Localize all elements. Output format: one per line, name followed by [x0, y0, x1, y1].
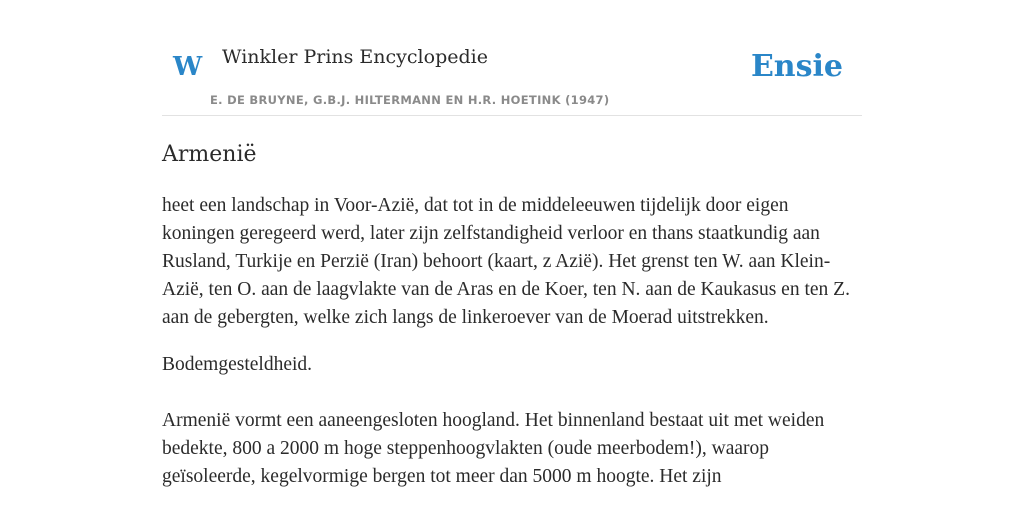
article-paragraph-bodem: Armenië vormt een aaneengesloten hoogland. Het binnenland bestaat uit met weiden bedekte, 800 a 2000 m hoge steppenhoogvlakten (oude meerbodem!), waarop geïsoleerde, kegelvormige bergen tot meer dan 5000 m hoogte. Het zijn	[162, 410, 825, 487]
article-title: Armenië	[162, 142, 257, 167]
encyclopedia-logo-icon[interactable]: W	[173, 52, 203, 82]
section-heading-bodemgesteldheid: Bodemgesteldheid.	[162, 354, 313, 375]
publication-authors: E. DE BRUYNE, G.B.J. HILTERMANN EN H.R. HOETINK (1947)	[210, 93, 610, 107]
article-body	[162, 136, 862, 491]
publication-title[interactable]: Winkler Prins Encyclopedie	[222, 46, 488, 68]
ensie-logo-link[interactable]: Ensie	[750, 49, 843, 84]
article-paragraph-intro: heet een landschap in Voor-Azië, dat tot in de middeleeuwen tijdelijk door eigen koningen geregeerd werd, later zijn zelfstandigheid verloor en thans staatkundig aan Rusland, Turkije en Perzië (Iran) behoort (kaart, z Azië). Het grenst ten W. aan Klein-Azië, ten O. aan de laagvlakte van de Aras en de Koer, ten N. aan de Kaukasus en ten Z. aan de gebergten, welke zich langs de linkeroever van de Moerad uitstrekken.	[162, 195, 850, 328]
encyclopedia-header	[162, 40, 862, 116]
